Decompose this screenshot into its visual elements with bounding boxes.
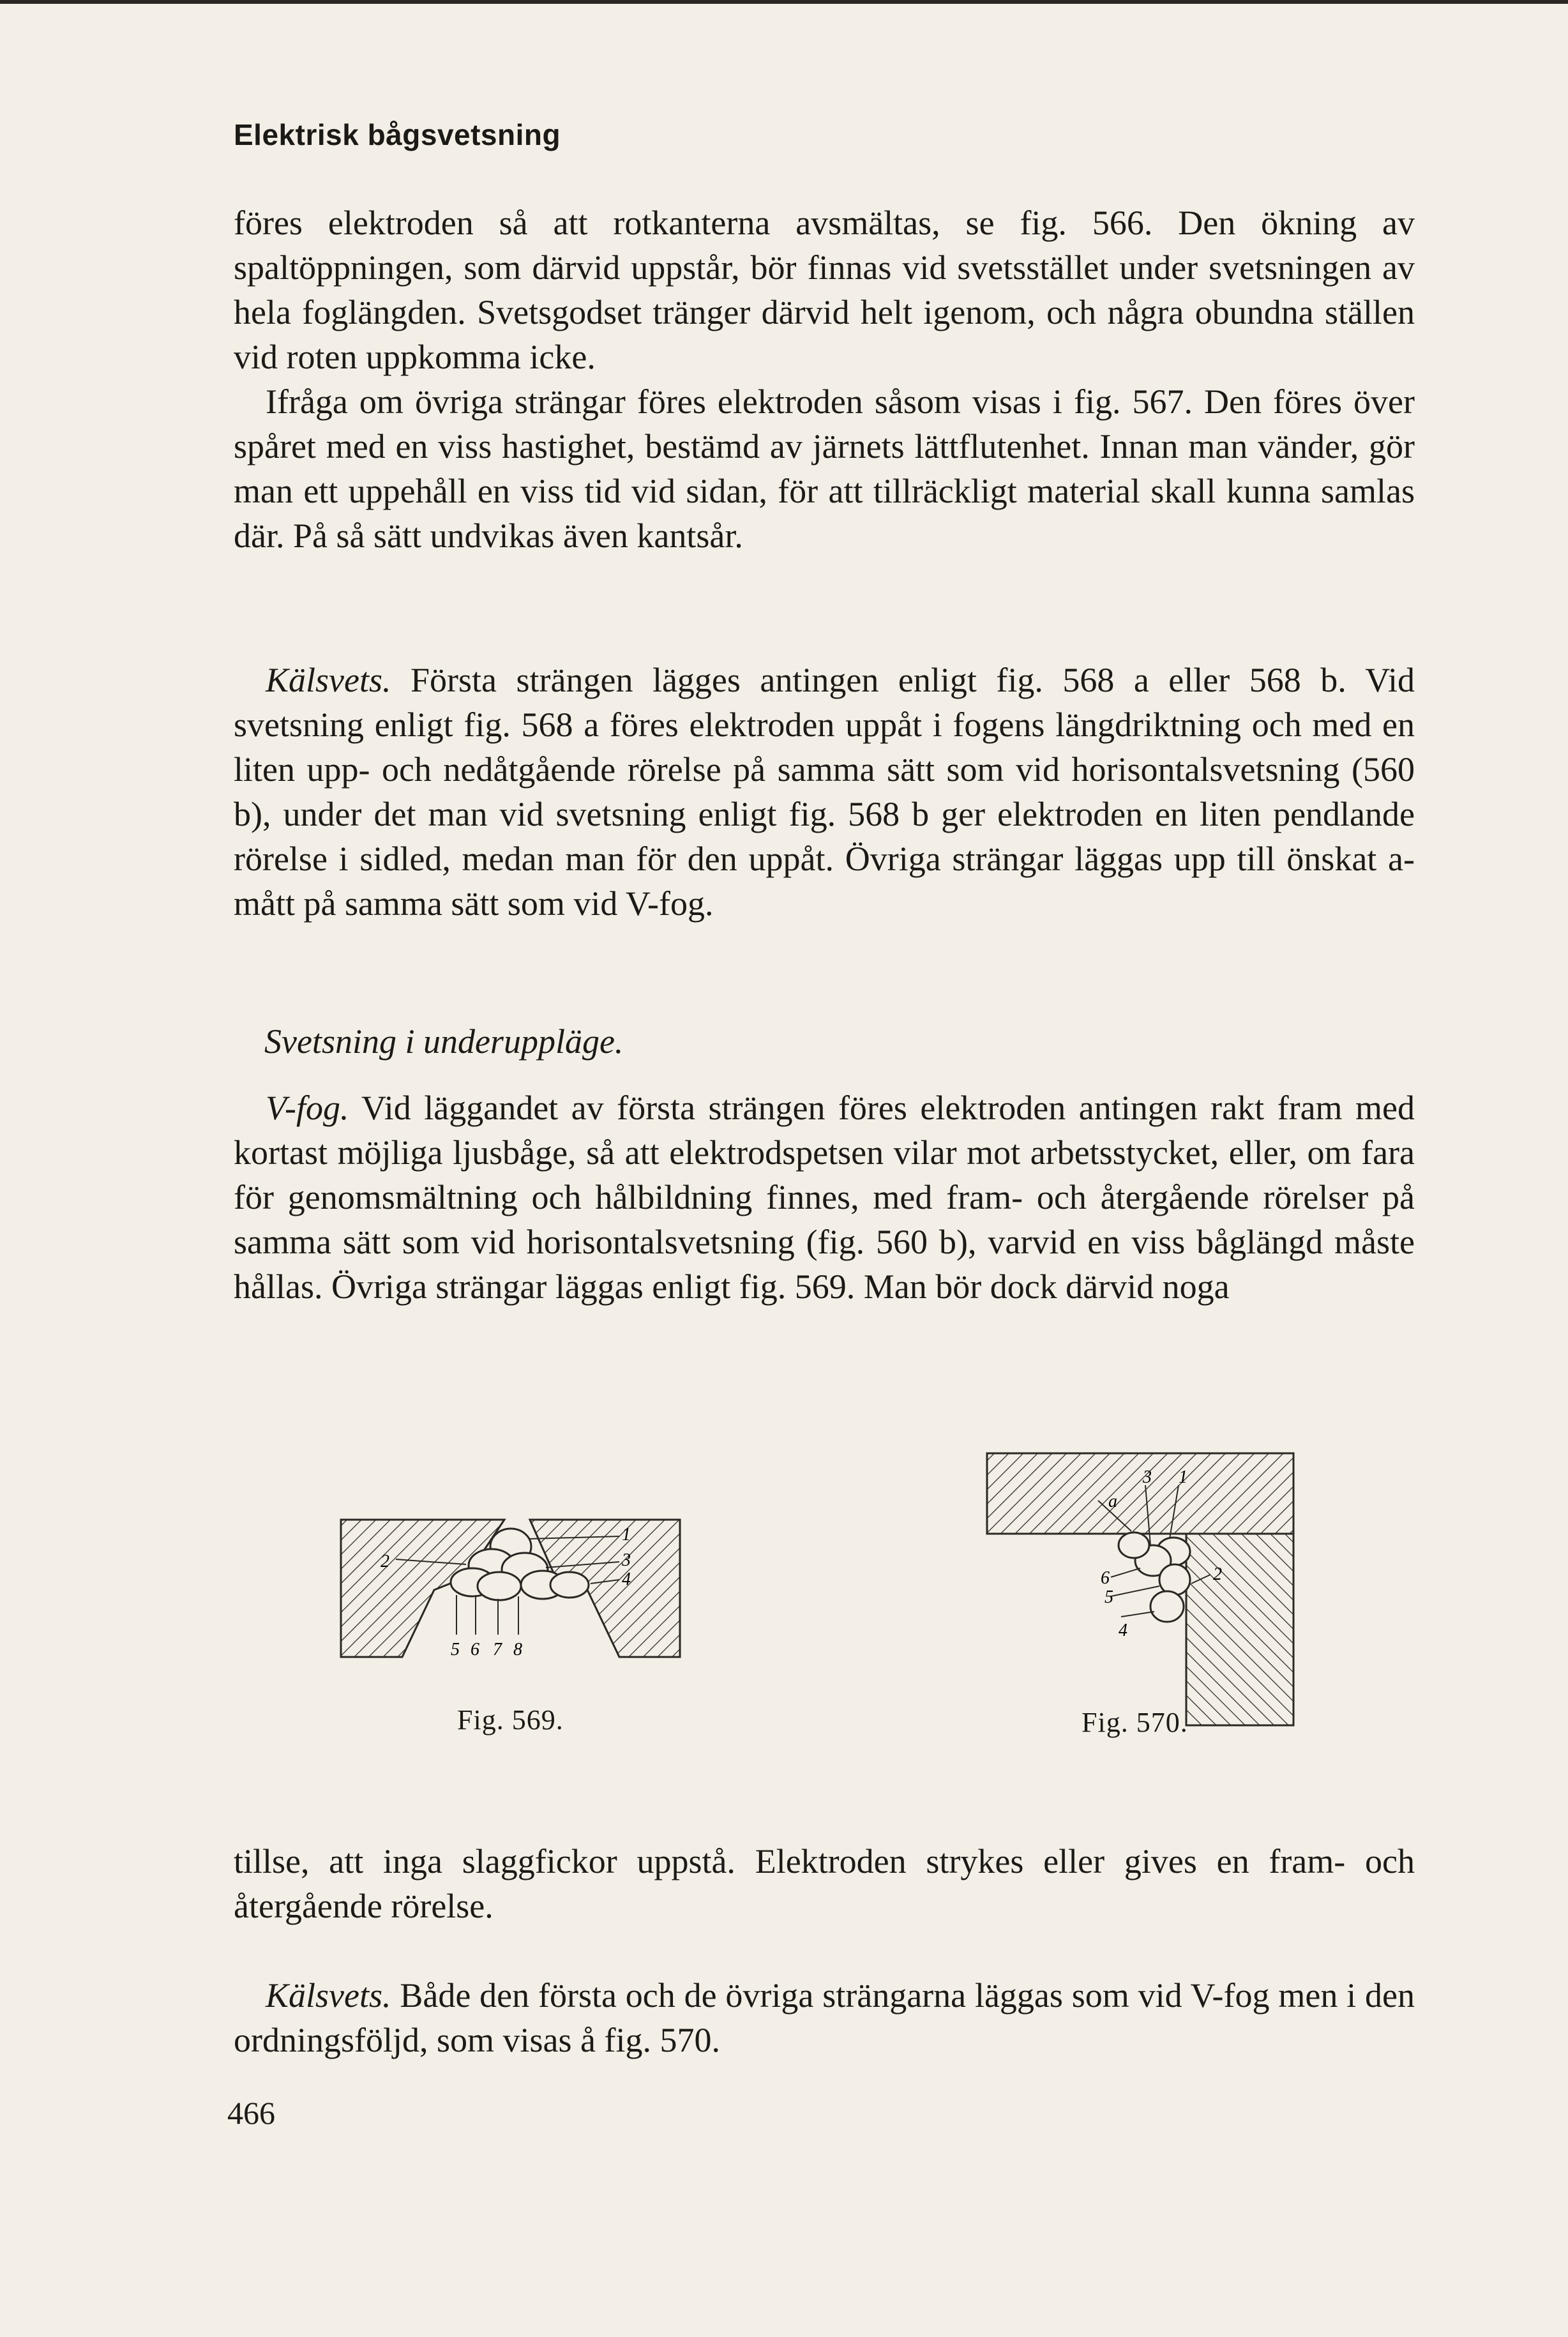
fig570-label-3: 3 (1143, 1467, 1152, 1487)
vertical-plate (1186, 1534, 1293, 1725)
kalsvets-text: Första strängen lägges antingen enligt fig. 568 a eller 568 b. Vid svetsning enligt fig. 568 a föres elektroden uppåt i fogens längdriktning och med en liten upp- och nedåtgående rörelse på samma sätt som vid horisontalsvetsning (560 b), under det man vid svetsning enligt fig. 568 b ger elektroden en liten pendlande rörelse i sidled, medan man för den uppåt. Övriga strängar läggas upp till önskat a-mått på samma sätt som vid V-fog. (234, 661, 1415, 923)
fig569-label-1: 1 (622, 1525, 631, 1545)
paragraph-continued: tillse, att inga slaggfickor uppstå. Elektroden strykes eller gives en fram- och återgående rörelse. (234, 1842, 1415, 1925)
fig570-label-1: 1 (1179, 1467, 1187, 1487)
fig570-label-5: 5 (1104, 1587, 1113, 1607)
fig569-label-6: 6 (471, 1640, 479, 1660)
fig569-label-4: 4 (622, 1569, 631, 1589)
page-number: 466 (227, 2095, 275, 2131)
paragraph-kalsvets-2 (234, 1973, 1415, 2062)
v-fog-label: V-fog. (266, 1089, 349, 1127)
running-head: Elektrisk bågsvetsning (234, 118, 561, 151)
fig570-label-a: a (1108, 1492, 1117, 1511)
kalsvets-label: Kälsvets. (266, 661, 391, 699)
paragraph-v-fog (234, 1085, 1415, 1309)
fig569-label-8: 8 (513, 1640, 522, 1660)
paragraph-1 (234, 200, 1415, 558)
kalsvets-text-2: Både den första och de övriga strängarna läggas som vid V-fog men i den ordningsföljd, som visas å fig. 570. (234, 1976, 1415, 2059)
section-heading: Svetsning i underuppläge. (264, 1022, 624, 1061)
fig569-label-2: 2 (381, 1552, 389, 1571)
top-plate (987, 1453, 1293, 1534)
paragraph-1-text: föres elektroden så att rotkanterna avsmältas, se fig. 566. Den ökning av spaltöppningen, som därvid uppstår, bör finnas vid svetsstället under svetsningen av hela foglängden. Svetsgodset tränger därvid helt igenom, och några obundna ställen vid roten uppkomma icke. (234, 204, 1415, 376)
top-rule (0, 0, 1568, 4)
figure-570 (983, 1449, 1302, 1730)
fig570-label-6: 6 (1101, 1568, 1110, 1588)
fig570-label-2: 2 (1213, 1564, 1222, 1584)
v-fog-text: Vid läggandet av första strängen föres elektroden antingen rakt fram med kortast möjliga ljusbåge, så att elektrodspetsen vilar mot arbetsstycket, eller, om fara för genomsmältning och hålbildning finnes, med fram- och återgående rörelser på samma sätt som vid horisontalsvetsning (fig. 560 b), varvid en viss båglängd måste hållas. Övriga strängar läggas enligt fig. 569. Man bör dock därvid noga (234, 1089, 1415, 1306)
figure-569-caption: Fig. 569. (457, 1704, 564, 1736)
fig569-label-5: 5 (451, 1640, 460, 1660)
paragraph-1b-text: Ifråga om övriga strängar föres elektroden såsom visas i fig. 567. Den föres över spåret med en viss hastighet, bestämd av järnets lättflutenhet. Innan man vänder, gör man ett uppehåll en viss tid vid sidan, för att tillräckligt material skall kunna samlas där. På så sätt undvikas även kantsår. (234, 382, 1415, 555)
figure-570-drawing (983, 1449, 1302, 1730)
fig569-label-7: 7 (493, 1640, 502, 1660)
figure-569-drawing (338, 1513, 683, 1667)
paragraph-kalsvets-1 (234, 658, 1415, 926)
fig570-label-4: 4 (1119, 1621, 1127, 1640)
figure-570-caption: Fig. 570. (1082, 1707, 1188, 1738)
figure-569 (338, 1513, 683, 1667)
fig569-label-3: 3 (622, 1550, 631, 1570)
kalsvets-label-2: Kälsvets. (266, 1976, 391, 2015)
